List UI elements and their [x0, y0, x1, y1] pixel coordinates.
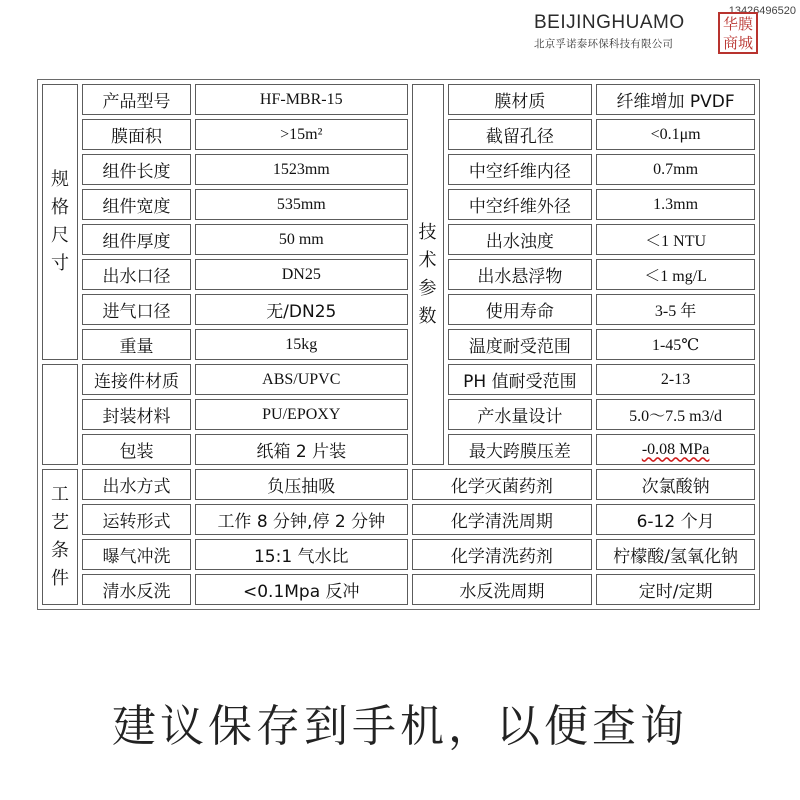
spec-key: 连接件材质	[82, 364, 191, 395]
process-key-2: 化学灭菌药剂	[412, 469, 593, 500]
spec-row	[42, 434, 755, 465]
spec-table	[38, 80, 759, 609]
spec-row	[42, 329, 755, 360]
tech-key: 中空纤维外径	[448, 189, 593, 220]
process-key: 清水反洗	[82, 574, 191, 605]
spec-key: 包装	[82, 434, 191, 465]
spec-value: 纸箱 2 片装	[195, 434, 408, 465]
tech-value: <0.1μm	[596, 119, 755, 150]
process-value: 15:1 气水比	[195, 539, 408, 570]
tech-value: -0.08 MPa	[596, 434, 755, 465]
tech-value: 5.0～7.5 m3/d	[596, 399, 755, 430]
process-row	[42, 574, 755, 605]
spec-key: 膜面积	[82, 119, 191, 150]
spec-row	[42, 399, 755, 430]
spec-key: 产品型号	[82, 84, 191, 115]
process-key-2: 水反洗周期	[412, 574, 593, 605]
tech-key: 中空纤维内径	[448, 154, 593, 185]
company-name-cn: 北京孚诺泰环保科技有限公司	[534, 38, 674, 50]
spec-row	[42, 224, 755, 255]
spec-row	[42, 294, 755, 325]
spec-value: 15kg	[195, 329, 408, 360]
footer-hint: 建议保存到手机，以便查询	[112, 701, 688, 752]
tech-value: 1-45℃	[596, 329, 755, 360]
process-key: 运转形式	[82, 504, 191, 535]
tech-key: 截留孔径	[448, 119, 593, 150]
spec-row	[42, 119, 755, 150]
spec-value: 无/DN25	[195, 294, 408, 325]
spec-row	[42, 259, 755, 290]
tech-value: ＜1 NTU	[596, 224, 755, 255]
spec-row	[42, 189, 755, 220]
process-value-2: 次氯酸钠	[596, 469, 755, 500]
process-key-2: 化学清洗药剂	[412, 539, 593, 570]
spec-value: 535mm	[195, 189, 408, 220]
tech-value: 2-13	[596, 364, 755, 395]
spec-row	[42, 154, 755, 185]
spec-value: 1523mm	[195, 154, 408, 185]
spec-value: DN25	[195, 259, 408, 290]
tech-key: 膜材质	[448, 84, 593, 115]
process-row	[42, 539, 755, 570]
brand-block	[534, 12, 716, 51]
process-row	[42, 504, 755, 535]
spec-key: 进气口径	[82, 294, 191, 325]
spec-key: 组件宽度	[82, 189, 191, 220]
process-key: 曝气冲洗	[82, 539, 191, 570]
spec-value: 50 mm	[195, 224, 408, 255]
process-value-2: 柠檬酸/氢氧化钠	[596, 539, 755, 570]
spec-value: ABS/UPVC	[195, 364, 408, 395]
tech-value: 1.3mm	[596, 189, 755, 220]
tech-value: ＜1 mg/L	[596, 259, 755, 290]
tech-value: 0.7mm	[596, 154, 755, 185]
group-label-process: 工 艺 条 件	[42, 469, 78, 605]
spec-value: >15m²	[195, 119, 408, 150]
tech-value: 3-5 年	[596, 294, 755, 325]
process-value: <0.1Mpa 反冲	[195, 574, 408, 605]
tech-key: 温度耐受范围	[448, 329, 593, 360]
spec-row	[42, 364, 755, 395]
brand-name-en: BEIJINGHUAMO	[534, 12, 685, 33]
process-key-2: 化学清洗周期	[412, 504, 593, 535]
spec-key: 出水口径	[82, 259, 191, 290]
phone-number: 13426496520	[728, 5, 796, 17]
process-value-2: 定时/定期	[596, 574, 755, 605]
seal-text: 华膜 商城	[722, 15, 753, 52]
spec-key: 重量	[82, 329, 191, 360]
process-value: 工作 8 分钟,停 2 分钟	[195, 504, 408, 535]
spec-value: PU/EPOXY	[195, 399, 408, 430]
tech-key: 使用寿命	[448, 294, 593, 325]
spec-key: 组件长度	[82, 154, 191, 185]
tech-key: 最大跨膜压差	[448, 434, 593, 465]
spec-key: 组件厚度	[82, 224, 191, 255]
process-value: 负压抽吸	[195, 469, 408, 500]
tech-key: 产水量设计	[448, 399, 593, 430]
process-row	[42, 469, 755, 500]
tech-value: 纤维增加 PVDF	[596, 84, 755, 115]
spec-key: 封装材料	[82, 399, 191, 430]
group-label-spec-cont	[42, 364, 78, 465]
group-label-spec: 规 格 尺 寸	[42, 84, 78, 360]
spec-value: HF-MBR-15	[195, 84, 408, 115]
group-label-tech: 技术参数	[412, 84, 444, 465]
seal-logo	[718, 12, 758, 54]
process-key: 出水方式	[82, 469, 191, 500]
tech-key: 出水浊度	[448, 224, 593, 255]
spec-row	[42, 84, 755, 115]
process-value-2: 6-12 个月	[596, 504, 755, 535]
tech-key: PH 值耐受范围	[448, 364, 593, 395]
tech-key: 出水悬浮物	[448, 259, 593, 290]
